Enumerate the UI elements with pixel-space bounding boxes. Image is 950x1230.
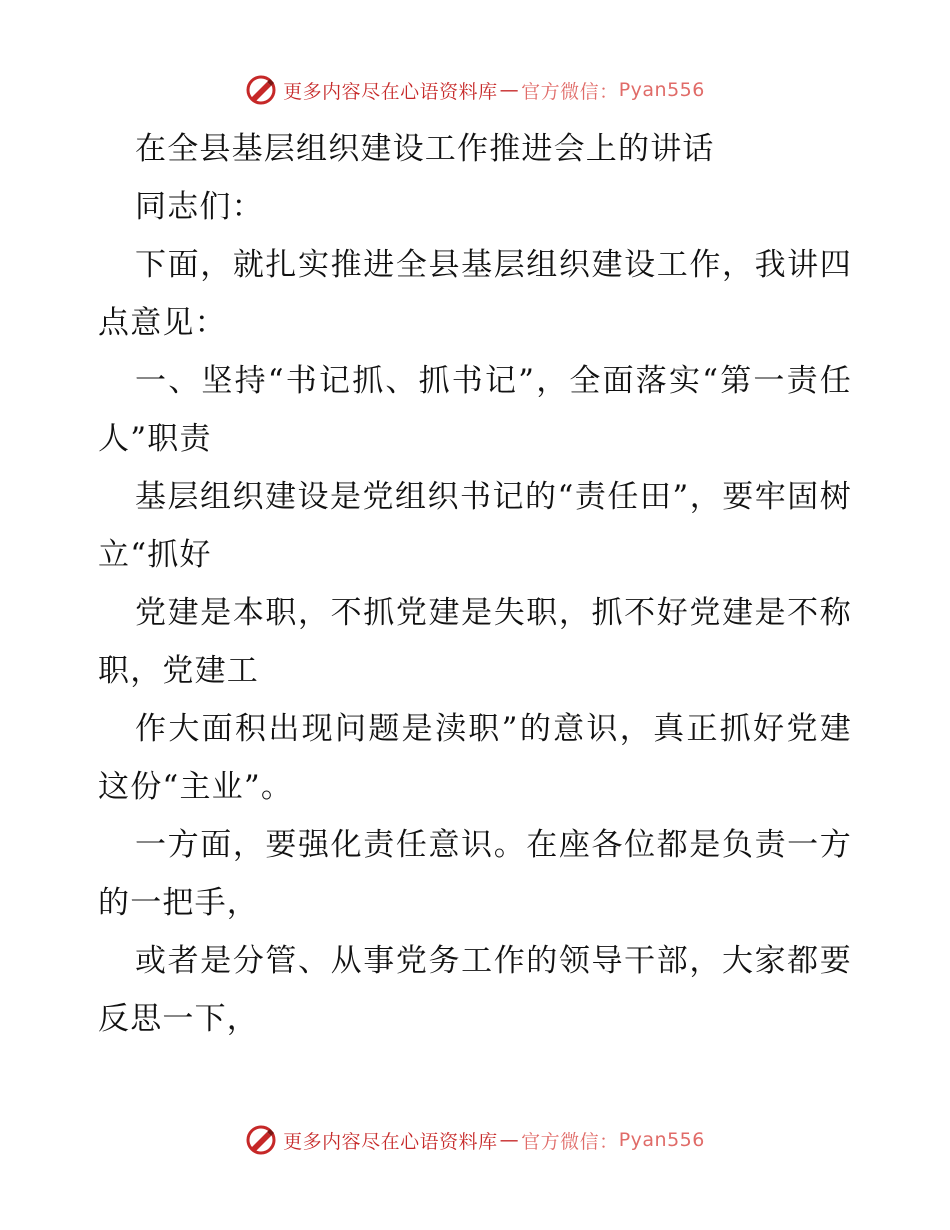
watermark-separator: — [499,79,520,101]
section-heading-1: 一、坚持“书记抓、抓书记”，全面落实“第一责任人”职责 [98,363,852,457]
footer-watermark [0,1120,950,1160]
pen-circle-logo-icon [245,74,277,106]
watermark-text: 更多内容尽在心语资料库 [283,80,498,103]
paragraph-2: 基层组织建设是党组织书记的“责任田”，要牢固树立“抓好 [98,479,852,573]
pen-circle-logo-icon [245,1124,277,1156]
paragraph-5: 一方面，要强化责任意识。在座各位都是负责一方的一把手， [98,827,852,921]
paragraph-3: 党建是本职，不抓党建是失职，抓不好党建是不称职，党建工 [98,595,852,689]
watermark-label: 官方微信： [521,80,619,103]
watermark-label: 官方微信： [521,1130,619,1153]
document-body [98,120,852,1048]
paragraph-4: 作大面积出现问题是渎职”的意识，真正抓好党建这份“主业”。 [98,711,852,805]
watermark-text: 更多内容尽在心语资料库 [283,1130,498,1153]
watermark-id: Pyan556 [618,1129,705,1151]
paragraph-6: 或者是分管、从事党务工作的领导干部，大家都要反思一下， [98,943,852,1037]
header-watermark [0,70,950,110]
watermark-separator: — [499,1129,520,1151]
watermark-id: Pyan556 [618,79,705,101]
salutation: 同志们： [135,189,264,225]
document-title: 在全县基层组织建设工作推进会上的讲话 [135,131,715,167]
paragraph-1: 下面，就扎实推进全县基层组织建设工作，我讲四点意见： [98,247,852,341]
